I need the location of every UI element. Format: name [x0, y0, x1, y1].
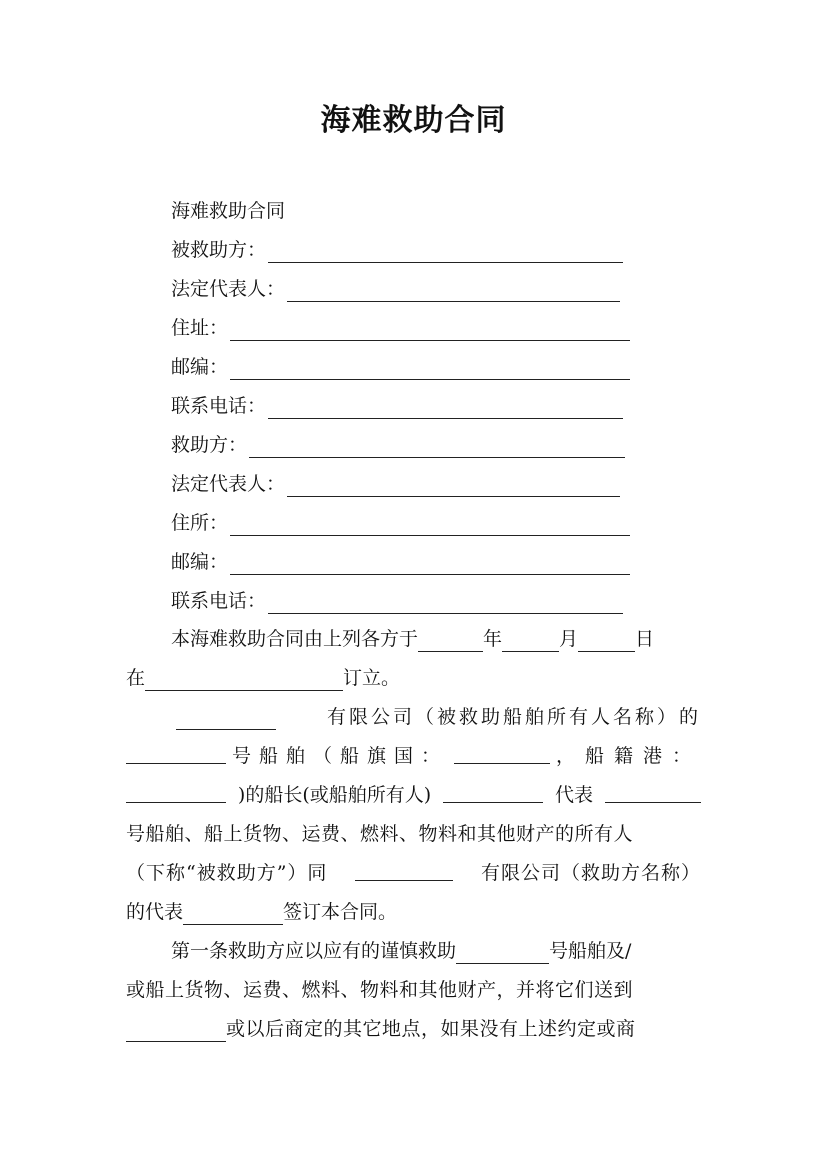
- field-label: 救助方：: [171, 434, 248, 456]
- field-legal-rep-2: [171, 467, 620, 497]
- paragraph-2-line-1: [126, 704, 701, 730]
- paragraph-2-line-6: [126, 899, 701, 925]
- field-postcode-2: [171, 545, 630, 575]
- field-salvaged-party: [171, 233, 623, 263]
- field-blank[interactable]: [230, 318, 630, 341]
- text: 日: [635, 628, 655, 650]
- field-blank[interactable]: [268, 396, 623, 419]
- text: 订立。: [343, 667, 401, 689]
- field-blank[interactable]: [268, 240, 623, 263]
- field-salvor: [171, 428, 625, 458]
- field-blank[interactable]: [268, 591, 623, 614]
- field-label: 住址：: [171, 317, 229, 339]
- blank-rep[interactable]: [443, 782, 543, 803]
- field-blank[interactable]: [230, 513, 630, 536]
- blank-day[interactable]: [578, 631, 635, 652]
- text: 代表: [555, 784, 594, 806]
- subtitle-text: 海难救助合同: [171, 200, 286, 222]
- field-blank[interactable]: [249, 435, 625, 458]
- text: 签订本合同。: [283, 901, 398, 923]
- field-label: 法定代表人：: [171, 473, 286, 495]
- paragraph-3-line-1: [126, 938, 701, 964]
- text: 号船舶（船旗国：: [231, 745, 448, 767]
- blank-salvor-rep[interactable]: [183, 904, 283, 925]
- paragraph-2-line-4: [126, 821, 701, 847]
- subtitle: [171, 194, 285, 224]
- text: 第一条救助方应以应有的谨慎救助: [171, 940, 457, 962]
- text: 或以后商定的其它地点，如果没有上述约定或商: [226, 1018, 636, 1040]
- blank-owner[interactable]: [176, 709, 276, 730]
- field-blank[interactable]: [230, 357, 630, 380]
- text: 的代表: [126, 901, 184, 923]
- field-label: 法定代表人：: [171, 278, 286, 300]
- paragraph-3-line-2: [126, 977, 701, 1003]
- text: 有限公司（被救助船舶所有人名称）的: [326, 706, 701, 728]
- text: 月: [559, 628, 579, 650]
- blank-flag[interactable]: [454, 743, 550, 764]
- blank-salvage-ship[interactable]: [456, 943, 549, 964]
- blank-ship[interactable]: [605, 782, 701, 803]
- blank-port[interactable]: [126, 782, 226, 803]
- field-label: 邮编：: [171, 551, 229, 573]
- field-phone-2: [171, 584, 623, 614]
- text: 年: [483, 628, 503, 650]
- text: （下称“被救助方”）同: [126, 862, 328, 884]
- text: 号船舶、船上货物、运费、燃料、物料和其他财产的所有人: [126, 823, 634, 845]
- field-blank[interactable]: [287, 279, 620, 302]
- field-label: 联系电话：: [171, 395, 267, 417]
- field-label: 联系电话：: [171, 590, 267, 612]
- field-address-2: [171, 506, 630, 536]
- field-phone-1: [171, 389, 623, 419]
- text: ，船籍港：: [555, 745, 701, 767]
- field-blank[interactable]: [287, 474, 620, 497]
- field-label: 邮编：: [171, 356, 229, 378]
- field-blank[interactable]: [230, 552, 630, 575]
- blank-destination[interactable]: [126, 1021, 226, 1042]
- paragraph-3-line-3: [126, 1016, 701, 1042]
- field-postcode-1: [171, 350, 630, 380]
- text: 有限公司（救助方名称）: [480, 862, 701, 884]
- text: 或船上货物、运费、燃料、物料和其他财产，并将它们送到: [126, 979, 634, 1001]
- paragraph-2-line-2: [126, 743, 701, 769]
- blank-salvor-company[interactable]: [355, 860, 453, 881]
- field-label: 被救助方：: [171, 239, 267, 261]
- field-label: 住所：: [171, 512, 229, 534]
- field-legal-rep-1: [171, 272, 620, 302]
- blank-year[interactable]: [418, 631, 483, 652]
- blank-place[interactable]: [145, 670, 343, 691]
- paragraph-2-line-3: [126, 782, 701, 808]
- text: 号船舶及/: [549, 940, 632, 962]
- text: 本海难救助合同由上列各方于: [171, 628, 419, 650]
- document-title: 海难救助合同: [320, 103, 507, 138]
- field-address-1: [171, 311, 630, 341]
- paragraph-2-line-5: [126, 860, 701, 886]
- paragraph-1-line-2: [126, 665, 701, 691]
- blank-ship-no[interactable]: [126, 743, 226, 764]
- blank-month[interactable]: [502, 631, 559, 652]
- paragraph-1-line-1: [126, 626, 701, 652]
- text: )的船长(或船舶所有人): [237, 784, 432, 806]
- text: 在: [126, 667, 146, 689]
